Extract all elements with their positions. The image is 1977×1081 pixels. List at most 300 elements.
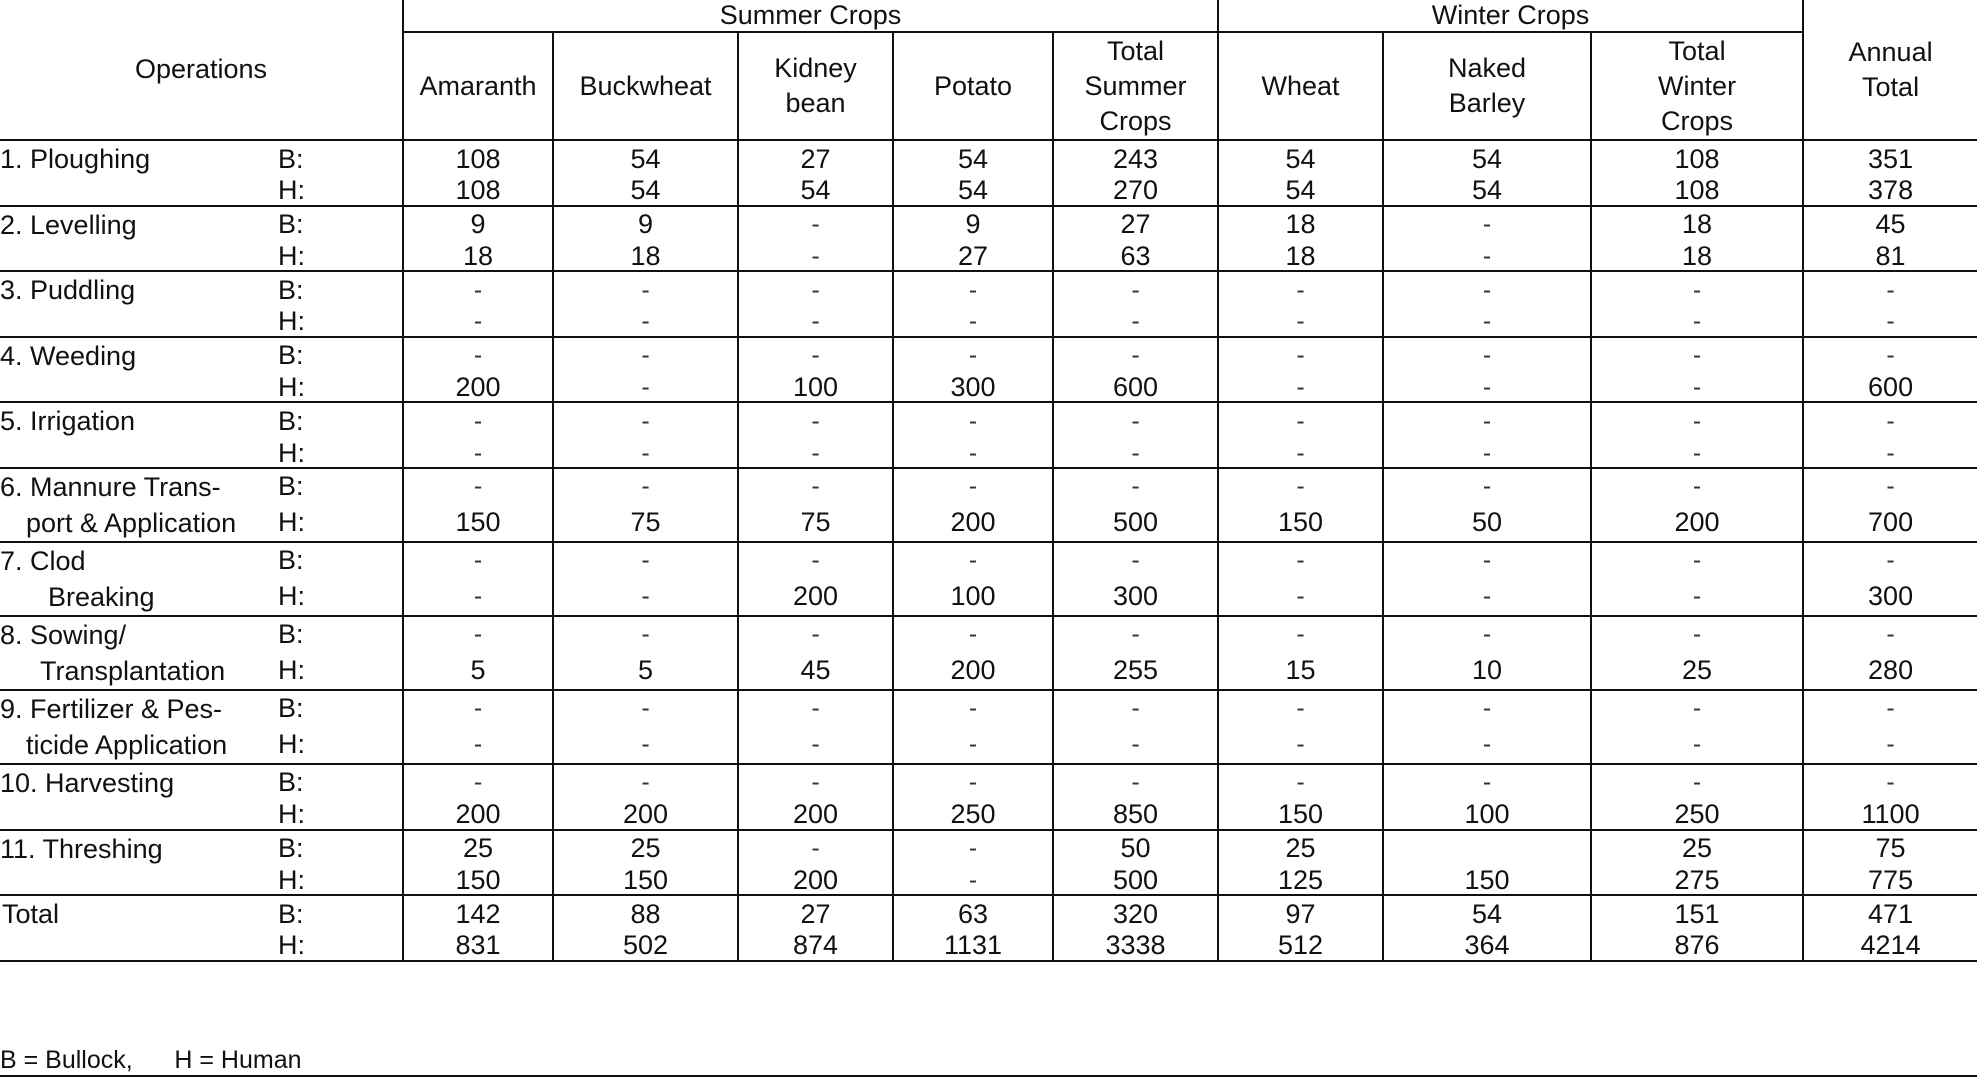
table-row	[0, 932, 1977, 961]
cell-potato: -	[893, 468, 1053, 505]
cell-wheat: -	[1218, 690, 1383, 727]
cell-kidney-bean: 45	[738, 653, 893, 690]
cell-total-summer: -	[1053, 439, 1218, 468]
cell-amaranth: -	[403, 542, 553, 579]
cell-total-summer: -	[1053, 337, 1218, 374]
cell-wheat: 25	[1218, 830, 1383, 867]
bullock-label: B:	[278, 895, 403, 932]
cell-total-winter: 275	[1591, 867, 1803, 896]
cell-amaranth: 18	[403, 243, 553, 272]
cell-total-summer: -	[1053, 690, 1218, 727]
cell-total-winter: -	[1591, 308, 1803, 337]
table-row	[0, 140, 1977, 177]
operation-name: 7. Clod	[0, 542, 278, 579]
table-row	[0, 867, 1977, 896]
operation-name: 10. Harvesting	[0, 764, 278, 801]
cell-annual-total: -	[1886, 439, 1895, 467]
cell-buckwheat: -	[553, 374, 738, 403]
bullock-label: B:	[278, 468, 403, 505]
cell-total-winter: -	[1591, 439, 1803, 468]
table-row	[0, 206, 1977, 243]
column-header-potato: Potato	[893, 32, 1053, 140]
cell-kidney-bean: 200	[738, 579, 893, 616]
cell-wheat: -	[1218, 764, 1383, 801]
cell-wheat: 150	[1218, 801, 1383, 830]
column-header-wheat: Wheat	[1218, 32, 1383, 140]
operation-name: 1. Ploughing	[0, 140, 278, 177]
cell-kidney-bean: -	[738, 308, 893, 337]
cell-buckwheat: 502	[553, 932, 738, 961]
bullock-label: B:	[278, 337, 403, 374]
cell-buckwheat: 88	[553, 895, 738, 932]
cell-amaranth: -	[403, 468, 553, 505]
operation-name: 9. Fertilizer & Pes-	[0, 690, 278, 727]
cell-potato: -	[893, 337, 1053, 374]
cell-wheat: 18	[1218, 243, 1383, 272]
cell-annual-total: -	[1803, 616, 1977, 653]
cell-amaranth: -	[403, 271, 553, 308]
cell-naked-barley: -	[1383, 468, 1591, 505]
cell-potato: -	[893, 727, 1053, 764]
cell-buckwheat: -	[553, 542, 738, 579]
cell-kidney-bean: -	[738, 337, 893, 374]
cell-potato: -	[893, 402, 1053, 439]
cell-naked-barley: -	[1383, 308, 1591, 337]
human-label: H:	[278, 653, 403, 690]
cell-kidney-bean: 75	[738, 505, 893, 542]
operation-name: 4. Weeding	[0, 337, 278, 374]
cell-annual-total: -	[1803, 337, 1977, 374]
table-row	[0, 271, 1977, 308]
cell-buckwheat: 200	[553, 801, 738, 830]
cell-total-winter: -	[1591, 579, 1803, 616]
cell-buckwheat: 5	[553, 653, 738, 690]
cell-total-summer: -	[1053, 616, 1218, 653]
column-header-total-summer-crops: Total Summer Crops	[1053, 32, 1218, 140]
column-header-total-winter-crops: Total Winter Crops	[1591, 32, 1803, 140]
cell-wheat: -	[1218, 579, 1383, 616]
cell-wheat: 18	[1218, 206, 1383, 243]
cell-total-summer: -	[1053, 542, 1218, 579]
cell-potato: -	[893, 764, 1053, 801]
cell-potato: -	[893, 616, 1053, 653]
operation-name-spacer	[0, 374, 278, 403]
cell-total-summer: 27	[1053, 206, 1218, 243]
cell-kidney-bean: 200	[738, 801, 893, 830]
table-row	[0, 439, 1977, 468]
cell-total-winter: -	[1591, 337, 1803, 374]
cell-naked-barley: 54	[1383, 140, 1591, 177]
cell-potato: 9	[893, 206, 1053, 243]
cell-kidney-bean: 54	[738, 177, 893, 206]
cell-kidney-bean: -	[738, 271, 893, 308]
cell-potato: 63	[893, 895, 1053, 932]
cell-annual-total: 75	[1803, 830, 1977, 867]
cell-amaranth: -	[403, 579, 553, 616]
column-header-amaranth: Amaranth	[403, 32, 553, 140]
cell-wheat: 15	[1218, 653, 1383, 690]
cell-total-winter: 250	[1591, 801, 1803, 830]
table-row	[0, 727, 1977, 764]
cell-buckwheat: -	[553, 468, 738, 505]
cell-kidney-bean: -	[738, 439, 893, 468]
table-row	[0, 764, 1977, 801]
bullock-label: B:	[278, 764, 403, 801]
cell-wheat: -	[1218, 542, 1383, 579]
human-label: H:	[278, 579, 403, 616]
human-label: H:	[278, 374, 403, 403]
operation-name: 11. Threshing	[0, 830, 278, 867]
cell-total-winter: 18	[1591, 243, 1803, 272]
bullock-label: B:	[278, 206, 403, 243]
cell-buckwheat: 75	[553, 505, 738, 542]
cell-potato: 54	[893, 177, 1053, 206]
cell-buckwheat: -	[553, 337, 738, 374]
table-row	[0, 895, 1977, 932]
cell-annual-total: 700	[1868, 507, 1914, 538]
operation-name-spacer	[0, 932, 278, 961]
cell-potato: 250	[893, 801, 1053, 830]
cell-amaranth: -	[403, 616, 553, 653]
operation-name: 2. Levelling	[0, 206, 278, 243]
column-header-kidney-bean: Kidney bean	[738, 32, 893, 140]
cell-kidney-bean: 27	[738, 140, 893, 177]
cell-total-winter: 25	[1591, 653, 1803, 690]
human-label: H:	[278, 932, 403, 961]
cell-buckwheat: 18	[553, 243, 738, 272]
cell-naked-barley: -	[1383, 337, 1591, 374]
cell-buckwheat: -	[553, 439, 738, 468]
operation-name-spacer	[0, 308, 278, 337]
bullock-label: B:	[278, 271, 403, 308]
human-label: H:	[278, 505, 403, 542]
cell-buckwheat: -	[553, 764, 738, 801]
bullock-label: B:	[278, 140, 403, 177]
human-label: H:	[278, 439, 403, 468]
cell-potato: -	[893, 542, 1053, 579]
cell-amaranth: -	[403, 764, 553, 801]
cell-naked-barley	[1383, 830, 1591, 867]
table-row	[0, 579, 1977, 616]
cell-naked-barley: -	[1383, 616, 1591, 653]
cell-naked-barley: -	[1383, 374, 1591, 403]
cell-total-summer: 270	[1053, 177, 1218, 206]
cell-naked-barley: -	[1383, 206, 1591, 243]
table-row	[0, 402, 1977, 439]
cell-annual-total: -	[1886, 308, 1895, 336]
operation-name: Total	[0, 895, 278, 932]
cell-wheat: 150	[1218, 505, 1383, 542]
cell-total-summer: -	[1053, 727, 1218, 764]
cell-naked-barley: -	[1383, 690, 1591, 727]
cell-amaranth: 150	[403, 867, 553, 896]
table-row	[0, 505, 1977, 542]
cell-total-summer: 50	[1053, 830, 1218, 867]
cell-amaranth: 142	[403, 895, 553, 932]
cell-kidney-bean: -	[738, 206, 893, 243]
operation-name: 6. Mannure Trans-	[0, 468, 278, 505]
cell-wheat: 512	[1218, 932, 1383, 961]
cell-total-winter: -	[1591, 271, 1803, 308]
cell-total-winter: 108	[1591, 140, 1803, 177]
cell-total-summer: -	[1053, 271, 1218, 308]
cell-total-winter: 108	[1591, 177, 1803, 206]
cell-wheat: -	[1218, 468, 1383, 505]
cell-buckwheat: -	[553, 308, 738, 337]
bullock-label: B:	[278, 690, 403, 727]
cell-annual-total: 351	[1803, 140, 1977, 177]
cell-naked-barley: -	[1383, 402, 1591, 439]
cell-amaranth: -	[403, 308, 553, 337]
winter-crops-header: Winter Crops	[1218, 0, 1803, 32]
cell-total-winter: -	[1591, 542, 1803, 579]
cell-total-summer: 500	[1053, 505, 1218, 542]
cell-kidney-bean: -	[738, 764, 893, 801]
table-header	[0, 0, 1977, 140]
cell-naked-barley: -	[1383, 579, 1591, 616]
cell-total-winter: -	[1591, 690, 1803, 727]
cell-amaranth: -	[403, 439, 553, 468]
cell-naked-barley: -	[1383, 243, 1591, 272]
cell-wheat: -	[1218, 308, 1383, 337]
cell-total-summer: -	[1053, 764, 1218, 801]
cell-amaranth: 108	[403, 140, 553, 177]
cell-total-summer: 63	[1053, 243, 1218, 272]
cell-buckwheat: -	[553, 271, 738, 308]
summer-crops-header: Summer Crops	[403, 0, 1218, 32]
cell-buckwheat: 150	[553, 867, 738, 896]
table-row	[0, 337, 1977, 374]
bullock-label: B:	[278, 616, 403, 653]
bullock-label: B:	[278, 542, 403, 579]
operation-name-continued: Transplantation	[40, 655, 226, 686]
cell-kidney-bean: 200	[738, 867, 893, 896]
cell-potato: 200	[893, 505, 1053, 542]
human-label: H:	[278, 801, 403, 830]
cell-potato: -	[893, 271, 1053, 308]
table-row	[0, 243, 1977, 272]
cell-annual-total: -	[1803, 764, 1977, 801]
cell-potato: 200	[893, 653, 1053, 690]
table-row	[0, 468, 1977, 505]
cell-naked-barley: -	[1383, 764, 1591, 801]
cell-annual-total: -	[1803, 402, 1977, 439]
cell-amaranth: 5	[403, 653, 553, 690]
cell-potato: 300	[893, 374, 1053, 403]
cell-naked-barley: -	[1383, 727, 1591, 764]
cell-potato: -	[893, 830, 1053, 867]
cell-annual-total: 1100	[1861, 800, 1920, 830]
cell-kidney-bean: 27	[738, 895, 893, 932]
cell-wheat: -	[1218, 337, 1383, 374]
table-row	[0, 653, 1977, 690]
cell-annual-total: -	[1803, 690, 1977, 727]
cell-amaranth: 200	[403, 801, 553, 830]
operation-name-spacer	[0, 801, 278, 830]
cell-naked-barley: 54	[1383, 895, 1591, 932]
operation-name-spacer	[0, 439, 278, 468]
cell-naked-barley: 50	[1383, 505, 1591, 542]
cell-annual-total: 81	[1875, 242, 1906, 271]
cell-total-winter: -	[1591, 616, 1803, 653]
cell-naked-barley: 100	[1383, 801, 1591, 830]
cell-kidney-bean: -	[738, 616, 893, 653]
cell-total-summer: 255	[1053, 653, 1218, 690]
cell-annual-total: 775	[1868, 866, 1914, 895]
cell-potato: -	[893, 690, 1053, 727]
cell-buckwheat: 9	[553, 206, 738, 243]
cell-total-winter: -	[1591, 727, 1803, 764]
cell-total-summer: -	[1053, 402, 1218, 439]
cell-buckwheat: -	[553, 727, 738, 764]
operation-name-continued: port & Application	[26, 507, 237, 538]
cell-buckwheat: -	[553, 402, 738, 439]
cell-potato: 54	[893, 140, 1053, 177]
cell-annual-total: -	[1803, 271, 1977, 308]
cell-naked-barley: 150	[1383, 867, 1591, 896]
cell-total-summer: 243	[1053, 140, 1218, 177]
cell-wheat: -	[1218, 271, 1383, 308]
bullock-label: B:	[278, 402, 403, 439]
cell-annual-total: 300	[1868, 581, 1914, 612]
annual-total-header: Annual Total	[1848, 36, 1933, 102]
cell-potato: -	[893, 439, 1053, 468]
bottom-rule	[0, 1075, 1977, 1077]
cell-amaranth: 150	[403, 505, 553, 542]
cell-wheat: 125	[1218, 867, 1383, 896]
cell-total-summer: -	[1053, 308, 1218, 337]
table-row	[0, 374, 1977, 403]
table-body	[0, 140, 1977, 961]
table-row	[0, 830, 1977, 867]
human-label: H:	[278, 727, 403, 764]
cell-amaranth: 25	[403, 830, 553, 867]
cell-potato: 27	[893, 243, 1053, 272]
table-row	[0, 690, 1977, 727]
cell-buckwheat: -	[553, 690, 738, 727]
cell-buckwheat: 25	[553, 830, 738, 867]
cell-naked-barley: 10	[1383, 653, 1591, 690]
table-row	[0, 801, 1977, 830]
cell-wheat: -	[1218, 727, 1383, 764]
column-header-buckwheat: Buckwheat	[553, 32, 738, 140]
table-row	[0, 616, 1977, 653]
cell-wheat: -	[1218, 439, 1383, 468]
cell-wheat: -	[1218, 616, 1383, 653]
table-row	[0, 177, 1977, 206]
cell-amaranth: 200	[403, 374, 553, 403]
cell-total-winter: -	[1591, 374, 1803, 403]
cell-annual-total: 378	[1868, 177, 1914, 206]
cell-amaranth: -	[403, 337, 553, 374]
cell-kidney-bean: 100	[738, 374, 893, 403]
cell-annual-total: 471	[1803, 895, 1977, 932]
cell-naked-barley: -	[1383, 439, 1591, 468]
cell-naked-barley: 364	[1383, 932, 1591, 961]
cell-potato: -	[893, 867, 1053, 896]
cell-naked-barley: -	[1383, 542, 1591, 579]
cell-amaranth: 108	[403, 177, 553, 206]
cell-annual-total: 280	[1868, 655, 1914, 686]
cell-wheat: -	[1218, 402, 1383, 439]
operations-header: Operations	[134, 54, 268, 84]
cell-potato: 1131	[893, 932, 1053, 961]
cell-total-summer: 300	[1053, 579, 1218, 616]
cell-buckwheat: 54	[553, 177, 738, 206]
operation-name-spacer	[0, 867, 278, 896]
cell-wheat: 97	[1218, 895, 1383, 932]
bullock-label: B:	[278, 830, 403, 867]
cell-total-winter: 200	[1591, 505, 1803, 542]
cell-total-winter: 876	[1591, 932, 1803, 961]
operation-name-spacer	[0, 177, 278, 206]
column-header-naked-barley: Naked Barley	[1383, 32, 1591, 140]
operation-name: 8. Sowing/	[0, 616, 278, 653]
cell-total-summer: 850	[1053, 801, 1218, 830]
operation-name: 5. Irrigation	[0, 402, 278, 439]
human-label: H:	[278, 867, 403, 896]
cell-amaranth: -	[403, 402, 553, 439]
cell-buckwheat: 54	[553, 140, 738, 177]
cell-total-winter: 18	[1591, 206, 1803, 243]
operation-name-continued: Breaking	[48, 581, 155, 612]
cell-total-summer: 600	[1053, 374, 1218, 403]
cell-kidney-bean: -	[738, 727, 893, 764]
footnote: B = Bullock, H = Human	[0, 1046, 302, 1074]
cell-kidney-bean: -	[738, 402, 893, 439]
cell-total-summer: 500	[1053, 867, 1218, 896]
cell-buckwheat: -	[553, 579, 738, 616]
cell-amaranth: 831	[403, 932, 553, 961]
cell-total-winter: 151	[1591, 895, 1803, 932]
operation-name-continued: ticide Application	[26, 729, 228, 760]
cell-kidney-bean: -	[738, 542, 893, 579]
cell-total-summer: 320	[1053, 895, 1218, 932]
cell-annual-total: 4214	[1860, 932, 1921, 961]
cell-naked-barley: 54	[1383, 177, 1591, 206]
cell-wheat: 54	[1218, 177, 1383, 206]
cell-total-summer: 3338	[1053, 932, 1218, 961]
cell-annual-total: -	[1803, 542, 1977, 579]
cell-naked-barley: -	[1383, 271, 1591, 308]
cell-wheat: -	[1218, 374, 1383, 403]
cell-total-winter: -	[1591, 402, 1803, 439]
human-label: H:	[278, 243, 403, 272]
cell-kidney-bean: -	[738, 468, 893, 505]
cell-total-winter: 25	[1591, 830, 1803, 867]
cell-wheat: 54	[1218, 140, 1383, 177]
cell-kidney-bean: -	[738, 830, 893, 867]
table-row	[0, 542, 1977, 579]
operation-name: 3. Puddling	[0, 271, 278, 308]
cell-potato: 100	[893, 579, 1053, 616]
table-row	[0, 308, 1977, 337]
cell-kidney-bean: -	[738, 243, 893, 272]
operation-name-spacer	[0, 243, 278, 272]
cell-buckwheat: -	[553, 616, 738, 653]
cell-amaranth: 9	[403, 206, 553, 243]
cell-amaranth: -	[403, 727, 553, 764]
human-label: H:	[278, 308, 403, 337]
cell-total-winter: -	[1591, 468, 1803, 505]
cell-amaranth: -	[403, 690, 553, 727]
cell-potato: -	[893, 308, 1053, 337]
cell-kidney-bean: 874	[738, 932, 893, 961]
cell-total-summer: -	[1053, 468, 1218, 505]
cell-annual-total: 600	[1868, 373, 1914, 403]
cell-annual-total: -	[1803, 468, 1977, 505]
cell-kidney-bean: -	[738, 690, 893, 727]
